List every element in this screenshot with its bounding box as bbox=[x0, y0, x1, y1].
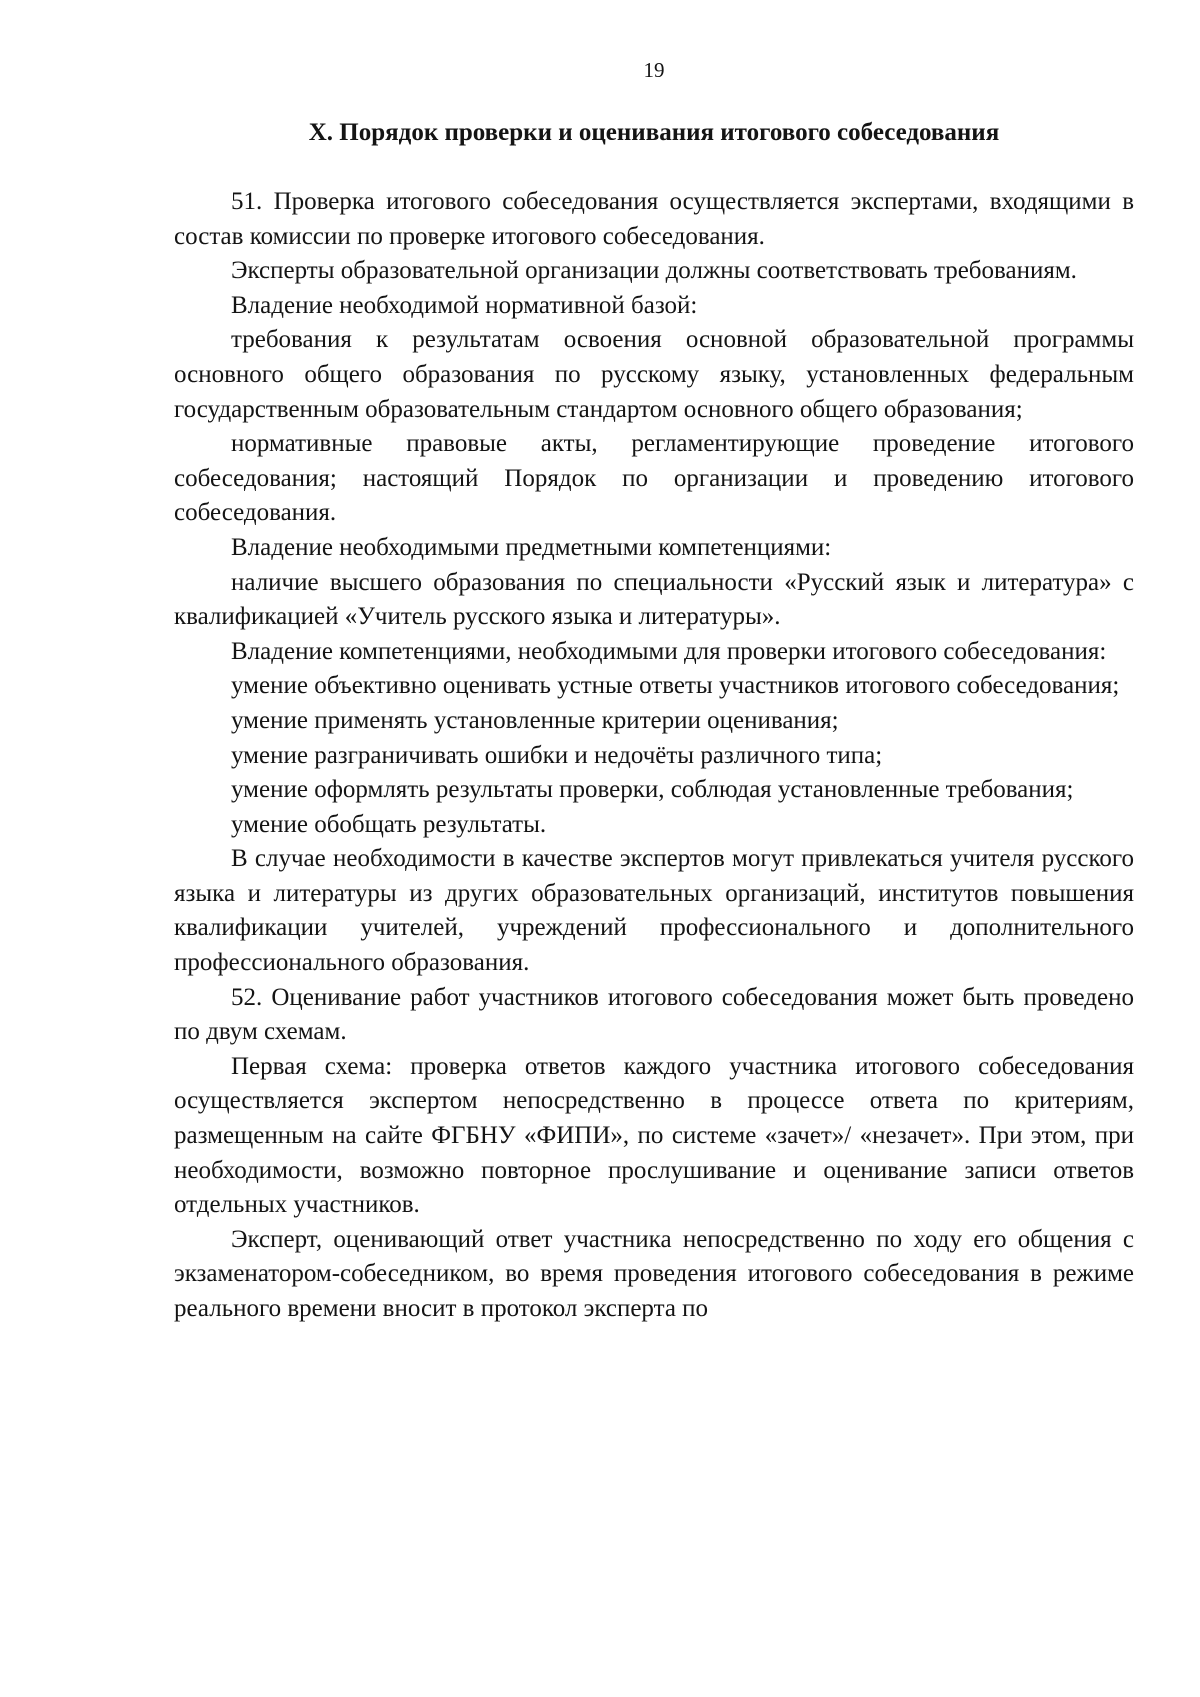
paragraph-52: 52. Оценивание работ участников итогового собеседования может быть проведено по двум схемам. bbox=[174, 983, 1134, 1046]
paragraph-skill-criteria: умение применять установленные критерии оценивания; bbox=[231, 706, 839, 734]
document-body bbox=[174, 185, 1134, 1327]
paragraph-51: 51. Проверка итогового собеседования осуществляется экспертами, входящими в состав комиссии по проверке итогового собеседования. bbox=[174, 188, 1134, 250]
paragraph-expert-realtime: Эксперт, оценивающий ответ участника непосредственно по ходу его общения с экзаменатором-собеседником, во время проведения итогового собеседования в режиме реального времени вносит в протокол эксперта по bbox=[174, 1225, 1134, 1322]
paragraph-skill-errors: умение разграничивать ошибки и недочёты различного типа; bbox=[231, 741, 883, 769]
paragraph-normative-base: Владение необходимой нормативной базой: bbox=[231, 291, 698, 319]
paragraph-higher-education: наличие высшего образования по специальности «Русский язык и литература» с квалификацией «Учитель русского языка и литературы». bbox=[174, 568, 1134, 631]
paragraph-first-scheme: Первая схема: проверка ответов каждого участника итогового собеседования осуществляется экспертом непосредственно в процессе ответа по критериям, размещенным на сайте ФГБНУ «ФИПИ», по системе «зачет»/ «незачет». При этом, при необходимости, возможно повторное прослушивание и оценивание записи ответов отдельных участников. bbox=[174, 1052, 1134, 1219]
paragraph-skill-summarize: умение обобщать результаты. bbox=[231, 810, 547, 838]
section-title: X. Порядок проверки и оценивания итогового собеседования bbox=[308, 119, 1000, 146]
paragraph-checking-competencies: Владение компетенциями, необходимыми для проверки итогового собеседования: bbox=[231, 637, 1107, 665]
paragraph-skill-assess: умение объективно оценивать устные ответы участников итогового собеседования; bbox=[231, 672, 1120, 700]
paragraph-skill-format: умение оформлять результаты проверки, соблюдая установленные требования; bbox=[231, 776, 1074, 804]
paragraph-program-requirements: требования к результатам освоения основной образовательной программы основного общего образования по русскому языку, установленных федеральным государственным образовательным стандартом основного общего образования; bbox=[174, 326, 1134, 423]
paragraph-external-experts: В случае необходимости в качестве экспертов могут привлекаться учителя русского языка и литературы из других образовательных организаций, институтов повышения квалификации учителей, учреждений профессионального и дополнительного профессионального образования. bbox=[174, 845, 1134, 977]
paragraph-subject-competencies: Владение необходимыми предметными компетенциями: bbox=[231, 533, 832, 561]
page-number: 19 bbox=[643, 58, 665, 82]
paragraph-experts-requirements: Эксперты образовательной организации должны соответствовать требованиям. bbox=[231, 257, 1077, 285]
paragraph-legal-acts: нормативные правовые акты, регламентирующие проведение итогового собеседования; настоящий Порядок по организации и проведению итогового собеседования. bbox=[174, 430, 1134, 527]
